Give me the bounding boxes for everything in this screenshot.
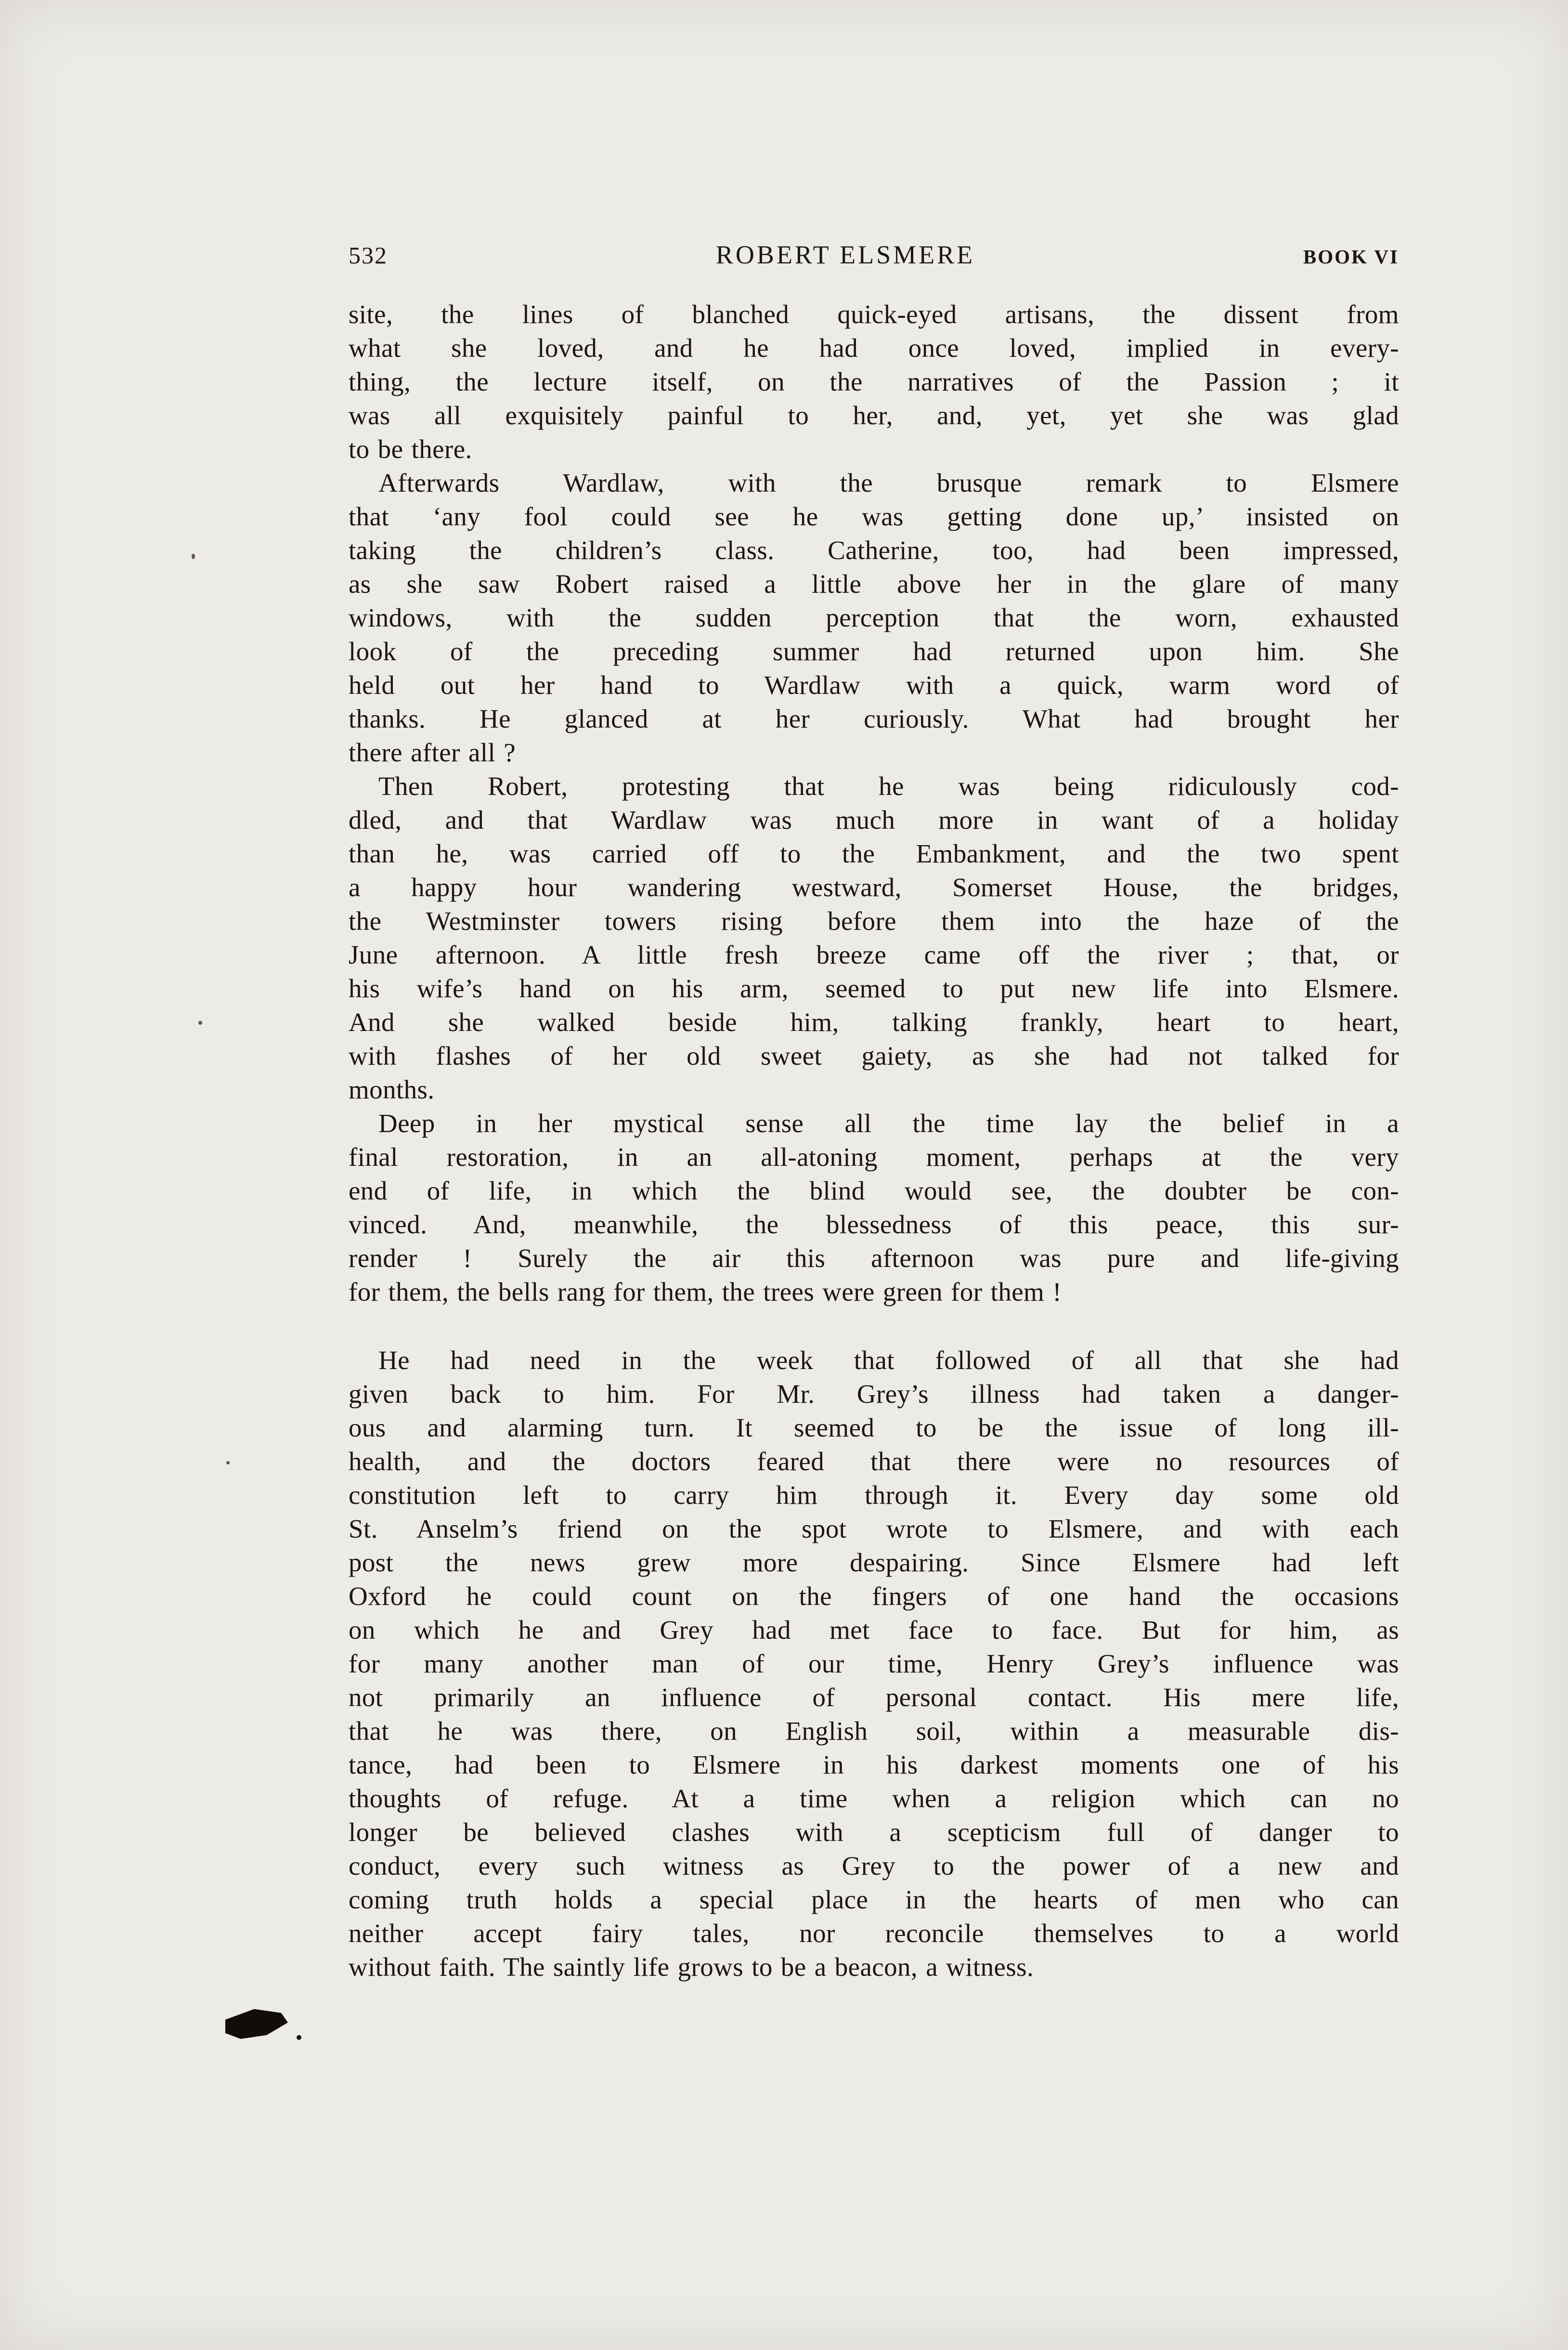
text-line: given back to him. For Mr. Grey’s illness had taken a danger-: [349, 1379, 1399, 1409]
text-line: tance, had been to Elsmere in his darkest moments one of his: [349, 1750, 1399, 1779]
paragraph: [349, 466, 1399, 770]
text-line: Afterwards Wardlaw, with the brusque remark to Elsmere: [378, 468, 1399, 497]
paragraph: [349, 1107, 1399, 1309]
text-line: constitution left to carry him through it. Every day some old: [349, 1480, 1399, 1510]
text-line: was all exquisitely painful to her, and, yet, yet she was glad: [349, 401, 1399, 430]
text-line: longer be believed clashes with a scepticism full of danger to: [349, 1817, 1399, 1847]
text-line: vinced. And, meanwhile, the blessedness of this peace, this sur-: [349, 1210, 1399, 1239]
text-line: health, and the doctors feared that there were no resources of: [349, 1447, 1399, 1476]
page-number: 532: [349, 242, 388, 269]
text-line: not primarily an influence of personal contact. His mere life,: [349, 1683, 1399, 1712]
text-line: post the news grew more despairing. Since Elsmere had left: [349, 1548, 1399, 1577]
text-line: with flashes of her old sweet gaiety, as she had not talked for: [349, 1041, 1399, 1071]
text-line: And she walked beside him, talking frankly, heart to heart,: [349, 1007, 1399, 1037]
text-line: thoughts of refuge. At a time when a religion which can no: [349, 1784, 1399, 1813]
text-line: months.: [349, 1075, 435, 1104]
text-line: a happy hour wandering westward, Somerset House, the bridges,: [349, 873, 1399, 902]
text-line: coming truth holds a special place in the hearts of men who can: [349, 1885, 1399, 1914]
paragraph: [349, 770, 1399, 1107]
paragraph: [349, 298, 1399, 466]
text-line: the Westminster towers rising before them into the haze of the: [349, 906, 1399, 936]
text-line: He had need in the week that followed of all that she had: [378, 1345, 1399, 1375]
text-line: look of the preceding summer had returned upon him. She: [349, 637, 1399, 666]
text-line: final restoration, in an all-atoning moment, perhaps at the very: [349, 1142, 1399, 1172]
text-line: conduct, every such witness as Grey to the power of a new and: [349, 1851, 1399, 1880]
text-line: dled, and that Wardlaw was much more in want of a holiday: [349, 805, 1399, 835]
text-line: windows, with the sudden perception that the worn, exhausted: [349, 603, 1399, 632]
ink-dot: [297, 2035, 301, 2040]
book-label: BOOK VI: [1303, 246, 1399, 268]
text-line: his wife’s hand on his arm, seemed to put new life into Elsmere.: [349, 974, 1399, 1003]
text-line: without faith. The saintly life grows to be a beacon, a witness.: [349, 1952, 1034, 1982]
scan-speck: [226, 1461, 230, 1464]
text-line: June afternoon. A little fresh breeze came off the river ; that, or: [349, 940, 1399, 969]
text-line: as she saw Robert raised a little above her in the glare of many: [349, 569, 1399, 599]
text-line: than he, was carried off to the Embankment, and the two spent: [349, 839, 1399, 868]
text-line: taking the children’s class. Catherine, too, had been impressed,: [349, 535, 1399, 565]
text-line: neither accept fairy tales, nor reconcile themselves to a world: [349, 1919, 1399, 1948]
text-line: render ! Surely the air this afternoon was pure and life-giving: [349, 1243, 1399, 1273]
text-line: Deep in her mystical sense all the time lay the belief in a: [378, 1109, 1399, 1138]
text-line: thing, the lecture itself, on the narratives of the Passion ; it: [349, 367, 1399, 396]
page-header: [349, 240, 1399, 270]
text-line: site, the lines of blanched quick-eyed artisans, the dissent from: [349, 300, 1399, 329]
text-line: held out her hand to Wardlaw with a quick, warm word of: [349, 670, 1399, 700]
text-line: Oxford he could count on the fingers of one hand the occasions: [349, 1581, 1399, 1611]
text-line: on which he and Grey had met face to face. But for him, as: [349, 1615, 1399, 1645]
text-line: to be there.: [349, 434, 472, 464]
text-line: there after all ?: [349, 738, 516, 767]
text-line: that ‘any fool could see he was getting done up,’ insisted on: [349, 502, 1399, 531]
running-title: ROBERT ELSMERE: [715, 240, 975, 269]
text-line: Then Robert, protesting that he was being ridiculously cod-: [378, 771, 1399, 801]
paragraph: [349, 1344, 1399, 1984]
ink-smudge: [224, 2007, 292, 2046]
text-line: for many another man of our time, Henry Grey’s influence was: [349, 1649, 1399, 1678]
scan-speck: [192, 554, 195, 559]
text-line: end of life, in which the blind would see, the doubter be con-: [349, 1176, 1399, 1205]
text-line: what she loved, and he had once loved, implied in every-: [349, 333, 1399, 363]
text-line: ous and alarming turn. It seemed to be the issue of long ill-: [349, 1413, 1399, 1442]
page-text: [349, 298, 1399, 1984]
text-line: thanks. He glanced at her curiously. What had brought her: [349, 704, 1399, 733]
scan-speck: [198, 1021, 202, 1025]
text-line: St. Anselm’s friend on the spot wrote to Elsmere, and with each: [349, 1514, 1399, 1543]
text-line: for them, the bells rang for them, the trees were green for them !: [349, 1277, 1062, 1306]
text-line: that he was there, on English soil, within a measurable dis-: [349, 1716, 1399, 1746]
